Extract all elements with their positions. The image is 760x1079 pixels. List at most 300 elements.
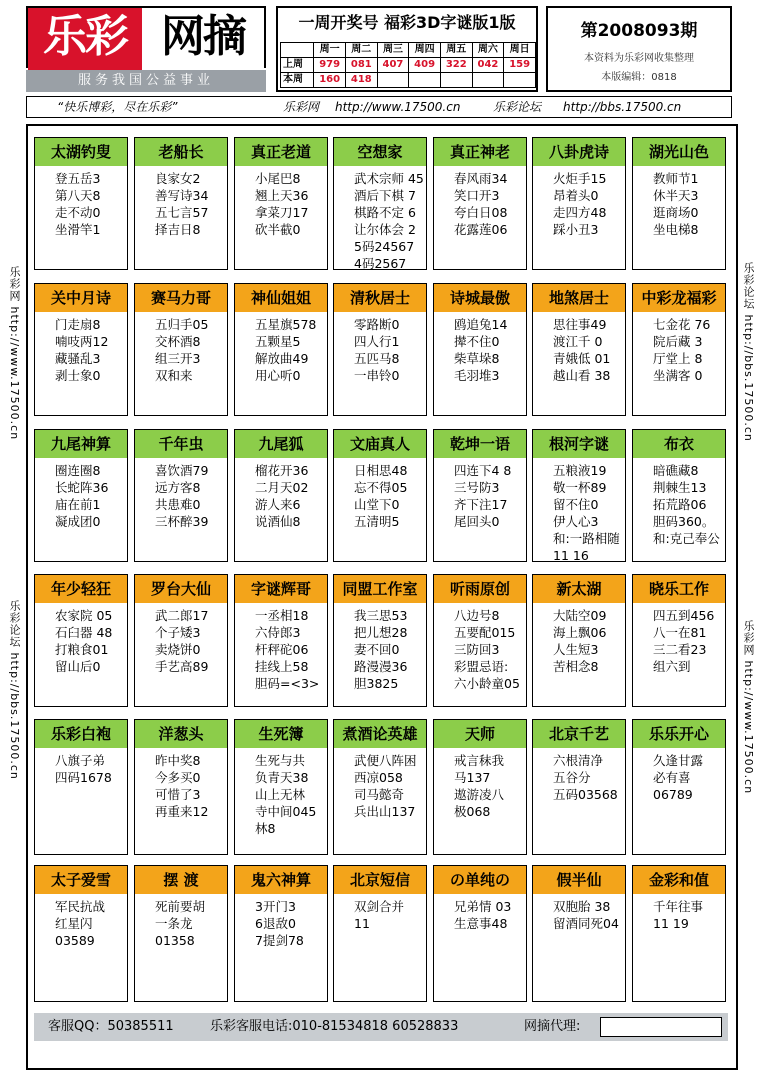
card-line: 双剑合并 <box>354 899 405 914</box>
draw-number <box>409 73 441 88</box>
card-line: 4码2567 <box>354 256 407 271</box>
poet-card <box>134 865 228 1002</box>
card-line: 拓荒路06 <box>653 497 707 512</box>
card-body <box>434 603 526 694</box>
poet-card <box>34 283 128 416</box>
card-line: 藏骚乱3 <box>55 351 101 366</box>
card-body <box>135 894 227 951</box>
side-text-left-bottom: 乐彩论坛 http://bbs.17500.cn <box>8 600 21 780</box>
footer-qq: 客服QQ：50385511 <box>48 1019 174 1034</box>
card-line: 八一在81 <box>653 625 707 640</box>
award-title: 一周开奖号 福彩3D字谜版1版 <box>298 13 516 32</box>
card-line: 组六到 <box>653 659 691 674</box>
card-body <box>135 458 227 532</box>
card-line: 负青天38 <box>255 770 309 785</box>
poet-card <box>433 137 527 270</box>
forum-name-link[interactable]: 乐彩论坛 <box>493 100 542 114</box>
card-line: 五七言57 <box>155 205 209 220</box>
card-line: 11 16 <box>553 548 589 563</box>
card-title: 同盟工作室 <box>334 575 426 603</box>
poet-card <box>433 429 527 562</box>
issue-editor: 本版编辑：0818 <box>601 72 677 83</box>
card-line: 五归手05 <box>155 317 209 332</box>
card-line: 死前要胡 <box>155 899 206 914</box>
poet-card <box>134 137 228 270</box>
card-line: 零路断0 <box>354 317 400 332</box>
card-line: 双胞胎 38 <box>553 899 611 914</box>
card-line: 第八天8 <box>55 188 101 203</box>
card-title: 罗台大仙 <box>135 575 227 603</box>
card-line: 暗礁藏8 <box>653 463 699 478</box>
poet-card <box>333 719 427 855</box>
card-line: 司马懿奇 <box>354 787 405 802</box>
card-body <box>35 312 127 386</box>
card-title: 清秋居士 <box>334 284 426 312</box>
day-header: 周四 <box>409 43 441 58</box>
card-line: 让尔体会 2 <box>354 222 416 237</box>
card-line: 坐满客 0 <box>653 368 703 383</box>
card-line: 和:一路相随 <box>553 531 620 546</box>
card-line: 翘上天36 <box>255 188 309 203</box>
card-body <box>35 458 127 532</box>
card-line: 柴草垛8 <box>454 351 500 366</box>
draw-number: 322 <box>440 58 472 73</box>
card-line: 三号防3 <box>454 480 500 495</box>
card-line: 越山看 38 <box>553 368 611 383</box>
site-name-link[interactable]: 乐彩网 <box>283 100 320 114</box>
footer-phone: 乐彩客服电话:010-81534818 60528833 <box>210 1019 459 1034</box>
poet-card <box>234 429 328 562</box>
card-line: 踩小丑3 <box>553 222 599 237</box>
card-line: 今多买0 <box>155 770 201 785</box>
draw-number: 409 <box>409 58 441 73</box>
card-body <box>235 748 327 839</box>
card-line: 伊人心3 <box>553 514 599 529</box>
poet-card <box>333 429 427 562</box>
card-line: 榴花开36 <box>255 463 309 478</box>
card-line: 兄弟情 03 <box>454 899 512 914</box>
poet-card <box>532 719 626 855</box>
card-title: 北京千艺 <box>533 720 625 748</box>
card-line: 11 <box>354 916 370 931</box>
card-line: 6退敌0 <box>255 916 296 931</box>
card-line: 极068 <box>454 804 491 819</box>
poet-card <box>333 574 427 707</box>
card-line: 坐电梯8 <box>653 222 699 237</box>
card-line: 挂线上58 <box>255 659 309 674</box>
card-title: 鬼六神算 <box>235 866 327 894</box>
card-line: 妻不回0 <box>354 642 400 657</box>
card-line: 良家女2 <box>155 171 201 186</box>
card-line: 石臼器 48 <box>55 625 113 640</box>
card-line: 撵不住0 <box>454 334 500 349</box>
card-body <box>434 312 526 386</box>
card-title: 布衣 <box>633 430 725 458</box>
card-line: 我三思53 <box>354 608 408 623</box>
card-title: 真正神老 <box>434 138 526 166</box>
card-title: 中彩龙福彩 <box>633 284 725 312</box>
poet-card <box>34 137 128 270</box>
site-url-link[interactable]: http://www.17500.cn <box>335 100 461 114</box>
logo-red-text: 乐彩 <box>28 8 142 70</box>
card-line: 庙在前1 <box>55 497 101 512</box>
poet-card <box>632 574 726 707</box>
poet-card <box>532 429 626 562</box>
card-title: 洋葱头 <box>135 720 227 748</box>
card-line: 四五到456 <box>653 608 715 623</box>
day-header: 周五 <box>440 43 472 58</box>
card-line: 尾回头0 <box>454 514 500 529</box>
draw-number <box>504 73 536 88</box>
footer <box>34 1013 728 1041</box>
card-line: 喃吱两12 <box>55 334 109 349</box>
card-line: 生意事48 <box>454 916 508 931</box>
side-text-left-top: 乐彩网 http://www.17500.cn <box>8 266 21 441</box>
card-line: 六小龄童05 <box>454 676 520 691</box>
card-line: 一条龙 <box>155 916 193 931</box>
card-line: 一串铃0 <box>354 368 400 383</box>
card-line: 四人行1 <box>354 334 400 349</box>
card-line: 花露莲06 <box>454 222 508 237</box>
card-line: 生死与共 <box>255 753 306 768</box>
card-title: 地煞居士 <box>533 284 625 312</box>
card-title: 神仙姐姐 <box>235 284 327 312</box>
card-line: 青娥低 01 <box>553 351 611 366</box>
poet-card <box>632 865 726 1002</box>
award-header-row <box>281 43 536 58</box>
card-body <box>633 458 725 549</box>
draw-number: 160 <box>314 73 346 88</box>
card-line: 夸白日08 <box>454 205 508 220</box>
day-header: 周二 <box>345 43 377 58</box>
card-line: 留山后0 <box>55 659 101 674</box>
card-title: 湖光山色 <box>633 138 725 166</box>
card-title: 年少轻狂 <box>35 575 127 603</box>
card-line: 武二郎17 <box>155 608 209 623</box>
card-body <box>235 166 327 240</box>
draw-number: 159 <box>504 58 536 73</box>
card-line: 走四方48 <box>553 205 607 220</box>
card-line: 一丞相18 <box>255 608 309 623</box>
card-line: 春风雨34 <box>454 171 508 186</box>
card-title: 金彩和值 <box>633 866 725 894</box>
this-week-label: 本周 <box>281 73 314 88</box>
card-title: 太子爱雪 <box>35 866 127 894</box>
card-line: 马137 <box>454 770 491 785</box>
card-line: 拿菜刀17 <box>255 205 309 220</box>
card-title: 赛马力哥 <box>135 284 227 312</box>
card-title: 太湖钓叟 <box>35 138 127 166</box>
card-line: 11 19 <box>653 916 689 931</box>
card-title: 八卦虎诗 <box>533 138 625 166</box>
card-line: 砍半截0 <box>255 222 301 237</box>
top-banner <box>26 96 732 118</box>
card-line: 八边号8 <box>454 608 500 623</box>
card-body <box>633 748 725 805</box>
card-line: 双和来 <box>155 368 193 383</box>
card-body <box>434 458 526 532</box>
card-line: 说酒仙8 <box>255 514 301 529</box>
card-line: 人生短3 <box>553 642 599 657</box>
card-line: 海上飘06 <box>553 625 607 640</box>
card-body <box>533 603 625 677</box>
card-body <box>135 603 227 677</box>
last-week-label: 上周 <box>281 58 314 73</box>
card-line: 个子矮3 <box>155 625 201 640</box>
card-line: 五码03568 <box>553 787 618 802</box>
day-header: 周日 <box>504 43 536 58</box>
card-line: 06789 <box>653 787 693 802</box>
card-line: 胆码360。 <box>653 514 715 529</box>
card-body <box>35 894 127 951</box>
card-body <box>334 894 426 934</box>
card-line: 远方客8 <box>155 480 201 495</box>
card-line: 长蛇阵36 <box>55 480 109 495</box>
card-body <box>235 894 327 951</box>
card-title: 乐彩白袍 <box>35 720 127 748</box>
card-line: 走不动0 <box>55 205 101 220</box>
poet-card <box>34 719 128 855</box>
poet-card <box>333 137 427 270</box>
draw-number: 042 <box>472 58 504 73</box>
poet-card <box>532 574 626 707</box>
poet-card <box>433 719 527 855</box>
poet-card <box>433 865 527 1002</box>
poet-card <box>134 283 228 416</box>
card-body <box>35 603 127 677</box>
card-line: 五星旗578 <box>255 317 317 332</box>
card-line: 小尾巴8 <box>255 171 301 186</box>
day-header: 周六 <box>472 43 504 58</box>
card-line: 厅堂上 8 <box>653 351 703 366</box>
card-line: 择吉日8 <box>155 222 201 237</box>
card-line: 武术宗师 45 <box>354 171 424 186</box>
card-line: 路漫漫36 <box>354 659 408 674</box>
card-line: 戒言秣我 <box>454 753 505 768</box>
card-line: 7提剑78 <box>255 933 304 948</box>
card-line: 三杯醉39 <box>155 514 209 529</box>
card-line: 二月天02 <box>255 480 309 495</box>
slogan: 服务我国公益事业 <box>26 70 266 92</box>
card-line: 03589 <box>55 933 95 948</box>
card-line: 六根清净 <box>553 753 604 768</box>
card-title: 新太湖 <box>533 575 625 603</box>
card-line: 五清明5 <box>354 514 400 529</box>
card-line: 登五岳3 <box>55 171 101 186</box>
card-line: 思往事49 <box>553 317 607 332</box>
poet-card <box>34 429 128 562</box>
poet-card <box>333 283 427 416</box>
poet-card <box>532 865 626 1002</box>
card-title: 乾坤一语 <box>434 430 526 458</box>
card-line: 千年往事 <box>653 899 704 914</box>
card-line: 01358 <box>155 933 195 948</box>
card-body <box>533 458 625 566</box>
card-body <box>633 603 725 677</box>
card-line: 昂着头0 <box>553 188 599 203</box>
card-line: 遨游凌八 <box>454 787 505 802</box>
card-title: 听雨原创 <box>434 575 526 603</box>
card-title: 生死簿 <box>235 720 327 748</box>
card-body <box>235 458 327 532</box>
card-line: 善写诗34 <box>155 188 209 203</box>
card-line: 山上无林 <box>255 787 306 802</box>
card-body <box>334 458 426 532</box>
draw-number <box>472 73 504 88</box>
award-box <box>276 6 538 92</box>
card-line: 渡江千 0 <box>553 334 603 349</box>
card-line: 苦相念8 <box>553 659 599 674</box>
card-body <box>135 166 227 240</box>
card-title: 北京短信 <box>334 866 426 894</box>
award-corner <box>281 43 314 58</box>
card-line: 忘不得05 <box>354 480 408 495</box>
card-line: 武便八阵困 <box>354 753 417 768</box>
card-line: 杆秤砣06 <box>255 642 309 657</box>
card-line: 军民抗战 <box>55 899 106 914</box>
card-line: 五粮液19 <box>553 463 607 478</box>
card-line: 打粮食01 <box>55 642 109 657</box>
card-line: 再重来12 <box>155 804 209 819</box>
card-body <box>334 166 426 274</box>
poet-card <box>632 283 726 416</box>
card-line: 四码1678 <box>55 770 112 785</box>
logo <box>26 6 266 68</box>
card-title: 乐乐开心 <box>633 720 725 748</box>
card-body <box>334 603 426 694</box>
card-body <box>334 312 426 386</box>
card-body <box>135 748 227 822</box>
logo-black-text: 网摘 <box>142 8 264 70</box>
card-title: 九尾神算 <box>35 430 127 458</box>
card-line: 四连下4 8 <box>454 463 512 478</box>
card-line: 寺中间045 <box>255 804 317 819</box>
card-line: 可惜了3 <box>155 787 201 802</box>
poet-card <box>234 574 328 707</box>
card-line: 逛商场0 <box>653 205 699 220</box>
poet-card <box>34 574 128 707</box>
draw-number <box>440 73 472 88</box>
last-week-row <box>281 58 536 73</box>
poet-card <box>532 137 626 270</box>
card-line: 久逢甘露 <box>653 753 704 768</box>
card-line: 毛羽堆3 <box>454 368 500 383</box>
card-line: 必有喜 <box>653 770 691 785</box>
footer-proxy-label: 网摘代理: <box>524 1019 581 1034</box>
issue-number: 第2008093期 <box>580 21 698 41</box>
card-line: 六侍郎3 <box>255 625 301 640</box>
card-line: 笑口开3 <box>454 188 500 203</box>
card-title: 空想家 <box>334 138 426 166</box>
card-body <box>434 166 526 240</box>
card-line: 五颗星5 <box>255 334 301 349</box>
card-line: 把儿想28 <box>354 625 408 640</box>
card-line: 林8 <box>255 821 276 836</box>
card-title: 字谜辉哥 <box>235 575 327 603</box>
card-line: 胆码=<3> <box>255 676 320 691</box>
card-title: 诗城最傲 <box>434 284 526 312</box>
card-body <box>633 894 725 934</box>
poet-card <box>532 283 626 416</box>
poet-card <box>134 574 228 707</box>
draw-number <box>377 73 409 88</box>
card-line: 手艺高89 <box>155 659 209 674</box>
poet-card <box>632 429 726 562</box>
card-body <box>533 748 625 805</box>
card-line: 解放曲49 <box>255 351 309 366</box>
card-line: 鸥追兔14 <box>454 317 508 332</box>
card-line: 棋路不定 6 <box>354 205 416 220</box>
card-line: 5码24567 <box>354 239 415 254</box>
card-title: 假半仙 <box>533 866 625 894</box>
card-line: 组三开3 <box>155 351 201 366</box>
card-title: 晓乐工作 <box>633 575 725 603</box>
card-title: の单纯の <box>434 866 526 894</box>
card-line: 五匹马8 <box>354 351 400 366</box>
issue-note: 本资料为乐彩网收集整理 <box>584 53 694 64</box>
poet-card <box>433 283 527 416</box>
card-line: 院后藏 3 <box>653 334 703 349</box>
card-body <box>633 166 725 240</box>
card-line: 剥士象0 <box>55 368 101 383</box>
draw-number: 979 <box>314 58 346 73</box>
card-title: 煮酒论英雄 <box>334 720 426 748</box>
card-line: 火炬手15 <box>553 171 607 186</box>
poet-card <box>134 429 228 562</box>
motto: “快乐博彩，尽在乐彩” <box>57 100 178 114</box>
card-line: 八旗子弟 <box>55 753 106 768</box>
side-text-right-bottom: 乐彩网 http://www.17500.cn <box>742 620 755 795</box>
card-line: 和:克己奉公 <box>653 531 720 546</box>
card-body <box>434 748 526 822</box>
poet-card <box>234 283 328 416</box>
card-line: 留不住0 <box>553 497 599 512</box>
card-line: 胆3825 <box>354 676 399 691</box>
card-line: 三防回3 <box>454 642 500 657</box>
card-title: 文庙真人 <box>334 430 426 458</box>
issue-box <box>546 6 732 92</box>
card-title: 老船长 <box>135 138 227 166</box>
card-line: 昨中奖8 <box>155 753 201 768</box>
card-line: 休半天3 <box>653 188 699 203</box>
card-line: 敬一杯89 <box>553 480 607 495</box>
card-line: 凝成团0 <box>55 514 101 529</box>
card-line: 兵出山137 <box>354 804 416 819</box>
card-line: 农家院 05 <box>55 608 113 623</box>
card-line: 日相思48 <box>354 463 408 478</box>
forum-url-link[interactable]: http://bbs.17500.cn <box>563 100 682 114</box>
card-body <box>434 894 526 934</box>
card-line: 门走扇8 <box>55 317 101 332</box>
poet-card <box>234 137 328 270</box>
card-title: 真正老道 <box>235 138 327 166</box>
draw-number: 081 <box>345 58 377 73</box>
card-line: 交杯酒8 <box>155 334 201 349</box>
card-line: 教师节1 <box>653 171 699 186</box>
draw-number: 407 <box>377 58 409 73</box>
poet-card <box>632 137 726 270</box>
card-line: 酒后下棋 7 <box>354 188 416 203</box>
card-body <box>533 894 625 934</box>
card-line: 圈连圈8 <box>55 463 101 478</box>
card-title: 根河字谜 <box>533 430 625 458</box>
award-table <box>280 42 536 88</box>
card-line: 山堂下0 <box>354 497 400 512</box>
side-text-right-top: 乐彩论坛 http://bbs.17500.cn <box>742 262 755 442</box>
day-header: 周一 <box>314 43 346 58</box>
poet-card <box>632 719 726 855</box>
card-line: 齐下注17 <box>454 497 508 512</box>
